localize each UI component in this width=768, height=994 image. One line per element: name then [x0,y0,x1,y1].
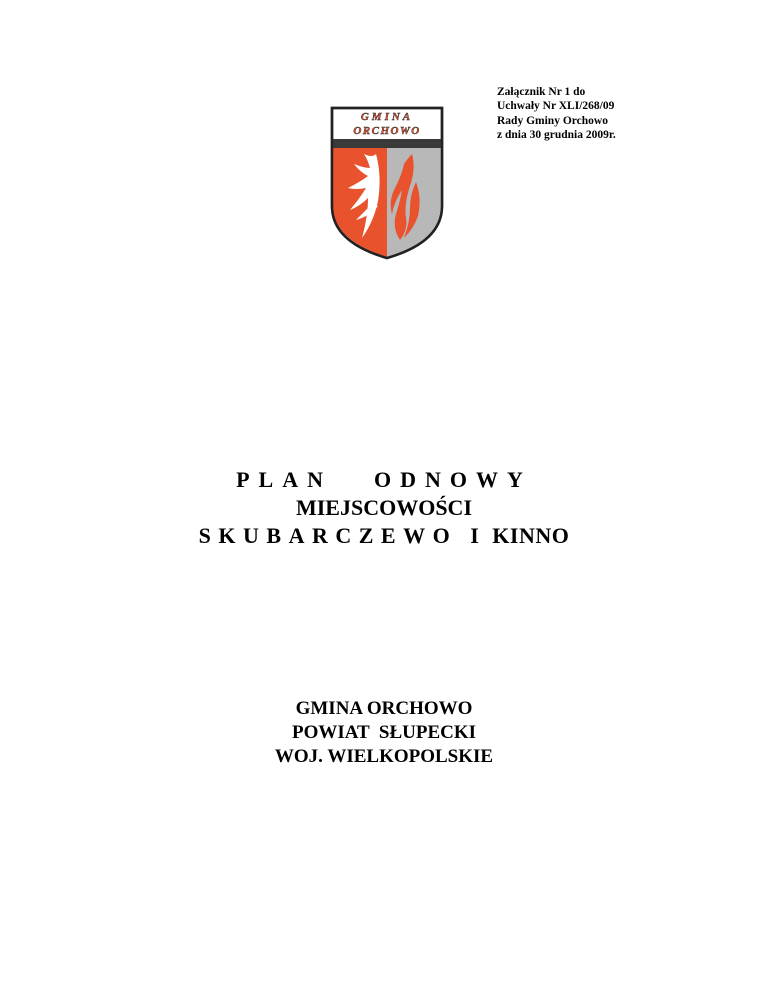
annex-line-3: Rady Gminy Orchowo [497,114,608,127]
annex-line-1: Załącznik Nr 1 do [497,86,586,98]
issuer-municipality: GMINA ORCHOWO [295,698,473,719]
issuer-county: POWIAT SŁUPECKI [291,722,477,743]
coat-of-arms-icon [330,106,444,260]
title-word-plan: PLAN [236,467,332,492]
title-word-skubarczewo: SKUBARCZEWO I [198,523,487,548]
annex-line-4: z dnia 30 grudnia 2009r. [497,128,616,141]
title-line-3 [0,522,768,550]
svg-text:GMINA: GMINA [360,111,414,123]
annex-line-2: Uchwały Nr XLI/268/09 [497,100,615,113]
title-line-2: MIEJSCOWOŚCI [295,495,473,520]
svg-text:ORCHOWO: ORCHOWO [353,125,421,137]
title-word-odnowy: ODNOWY [374,467,532,492]
title-word-kinno: KINNO [492,523,570,548]
issuer-block [0,697,768,769]
title-line-1 [0,466,768,494]
annex-reference [497,85,616,142]
issuer-voivodeship: WOJ. WIELKOPOLSKIE [274,746,494,767]
